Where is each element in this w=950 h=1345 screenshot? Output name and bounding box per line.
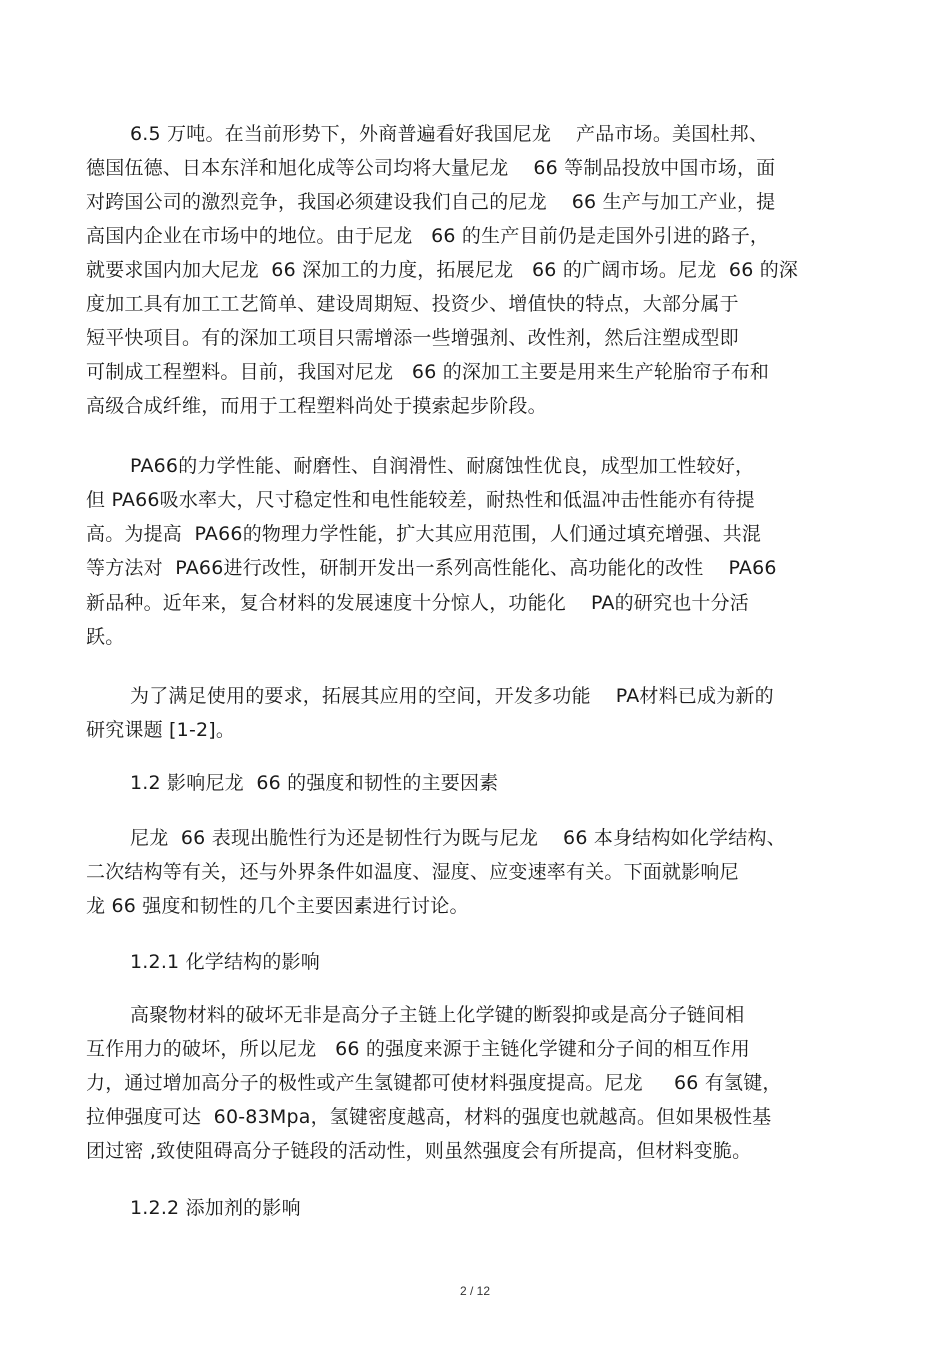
body-text-line: 高国内企业在市场中的地位。由于尼龙 66 的生产目前仍是走国外引进的路子，	[86, 225, 770, 247]
body-text-line: 拉伸强度可达 60-83Mpa，氢键密度越高，材料的强度也就越高。但如果极性基	[86, 1106, 772, 1128]
body-text-line: PA66的力学性能、耐磨性、自润滑性、耐腐蚀性优良，成型加工性较好，	[130, 455, 755, 477]
body-text-line: 就要求国内加大尼龙 66 深加工的力度，拓展尼龙 66 的广阔市场。尼龙 66 的深	[86, 259, 799, 281]
body-text-line: 等方法对 PA66进行改性，研制开发出一系列高性能化、高功能化的改性 PA66	[86, 557, 777, 579]
page-indicator: 2 / 12	[459, 1284, 491, 1298]
body-text-line: 6.5 万吨。在当前形势下，外商普遍看好我国尼龙 产品市场。美国杜邦、	[130, 123, 769, 145]
body-text-line: 龙 66 强度和韧性的几个主要因素进行讨论。	[86, 895, 469, 917]
body-text-line: 度加工具有加工工艺简单、建设周期短、投资少、增值快的特点，大部分属于	[86, 293, 739, 315]
subsection-heading: 1.2.1 化学结构的影响	[130, 951, 320, 973]
body-text-line: 短平快项目。有的深加工项目只需增添一些增强剂、改性剂，然后注塑成型即	[86, 327, 739, 349]
body-text-line: 但 PA66吸水率大，尺寸稳定性和电性能较差，耐热性和低温冲击性能亦有待提	[86, 489, 755, 511]
body-text-line: 团过密 ,致使阻碍高分子链段的活动性，则虽然强度会有所提高，但材料变脆。	[86, 1140, 752, 1162]
body-text-line: 研究课题 [1-2]。	[86, 719, 236, 741]
body-text-line: 力，通过增加高分子的极性或产生氢键都可使材料强度提高。尼龙 66 有氢键，	[86, 1072, 782, 1094]
body-text-line: 高。为提高 PA66的物理力学性能，扩大其应用范围，人们通过填充增强、共混	[86, 523, 762, 545]
body-text-line: 高聚物材料的破坏无非是高分子主链上化学键的断裂抑或是高分子链间相	[130, 1004, 745, 1026]
body-text-line: 德国伍德、日本东洋和旭化成等公司均将大量尼龙 66 等制品投放中国市场，面	[86, 157, 776, 179]
body-text-line: 为了满足使用的要求，拓展其应用的空间，开发多功能 PA材料已成为新的	[130, 685, 774, 707]
body-text-line: 可制成工程塑料。目前，我国对尼龙 66 的深加工主要是用来生产轮胎帘子布和	[86, 361, 770, 383]
body-text-line: 尼龙 66 表现出脆性行为还是韧性行为既与尼龙 66 本身结构如化学结构、	[130, 827, 786, 849]
section-heading: 1.2 影响尼龙 66 的强度和韧性的主要因素	[130, 772, 499, 794]
body-text-line: 对跨国公司的激烈竞争，我国必须建设我们自己的尼龙 66 生产与加工产业，提	[86, 191, 776, 213]
body-text-line: 跃。	[86, 626, 125, 648]
body-text-line: 互作用力的破坏，所以尼龙 66 的强度来源于主链化学键和分子间的相互作用	[86, 1038, 750, 1060]
body-text-line: 新品种。近年来，复合材料的发展速度十分惊人，功能化 PA的研究也十分活	[86, 592, 749, 614]
body-text-line: 二次结构等有关，还与外界条件如温度、湿度、应变速率有关。下面就影响尼	[86, 861, 739, 883]
subsection-heading: 1.2.2 添加剂的影响	[130, 1197, 301, 1219]
body-text-line: 高级合成纤维，而用于工程塑料尚处于摸索起步阶段。	[86, 395, 547, 417]
